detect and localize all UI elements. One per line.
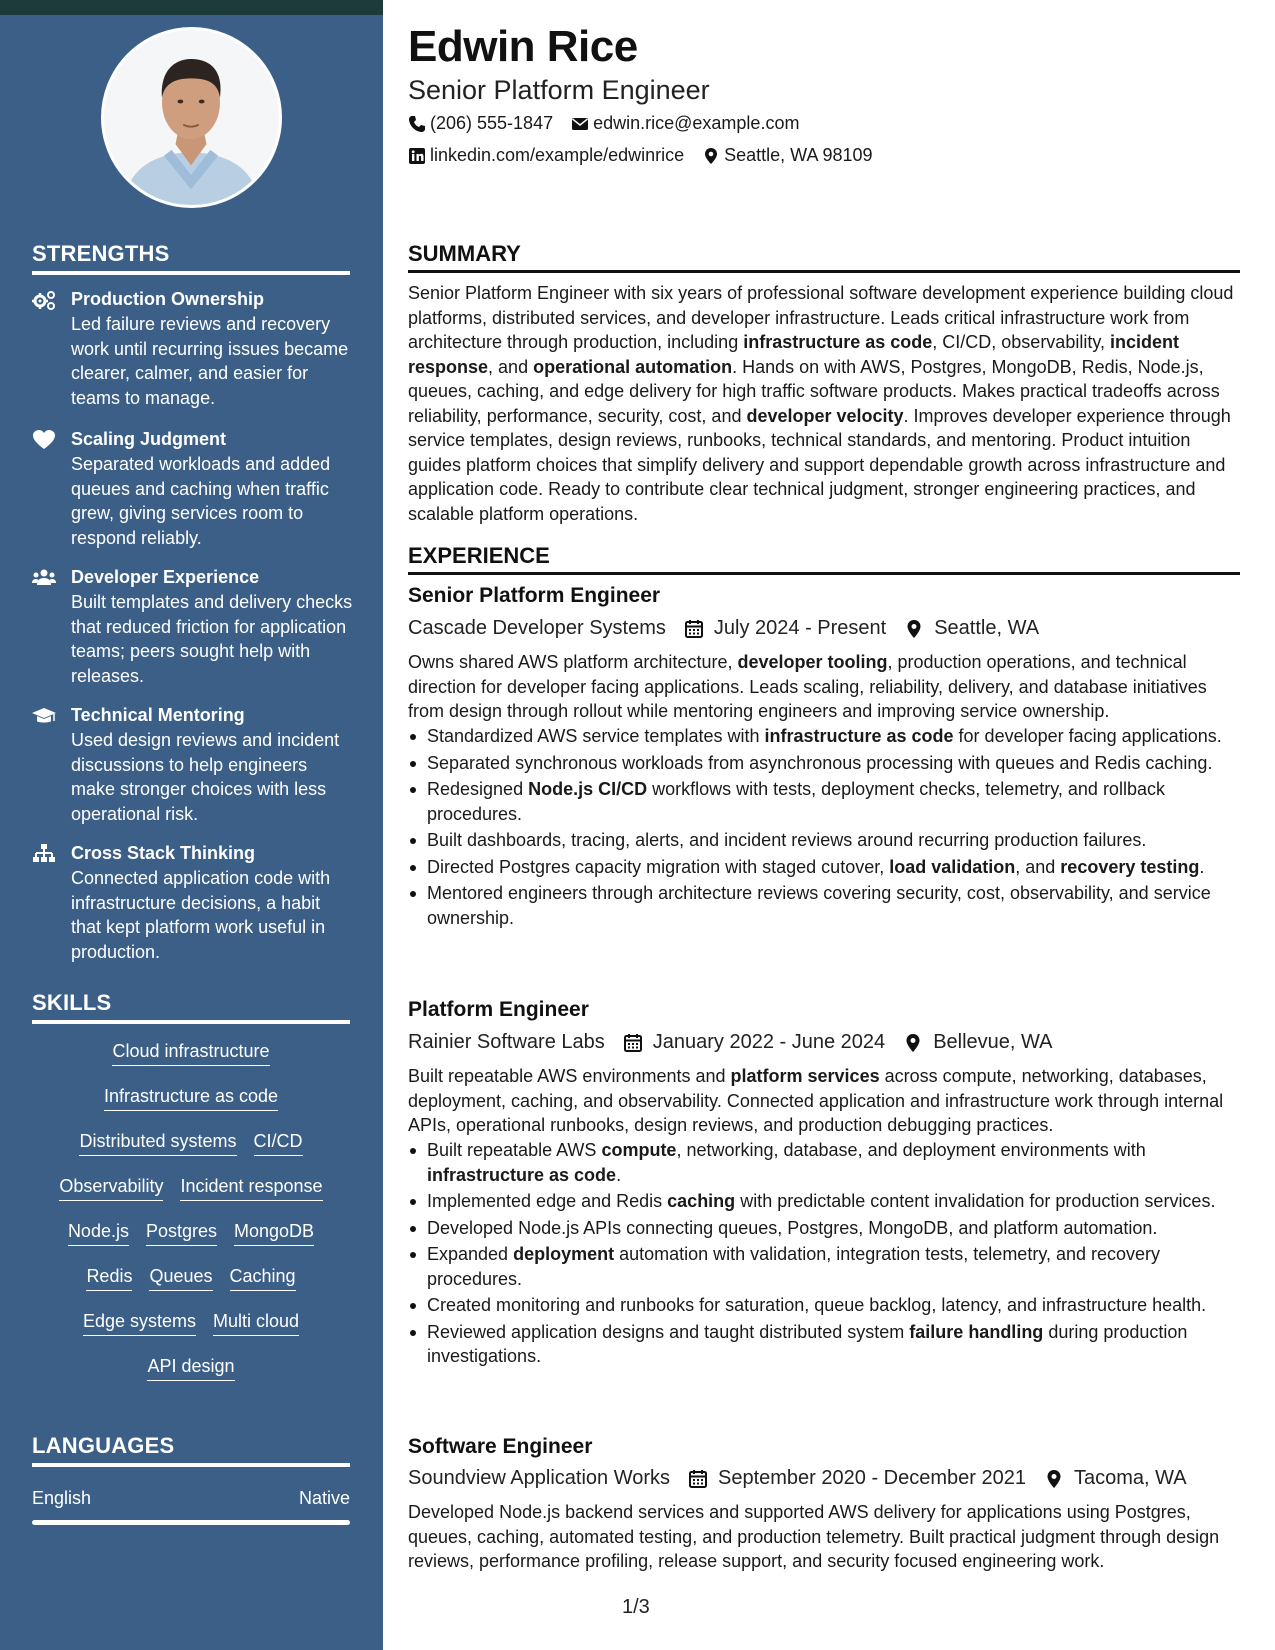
location-text: Seattle, WA 98109 [724, 145, 873, 165]
location-pin-icon [904, 619, 924, 639]
contact-row [408, 113, 799, 134]
language-level: Native [298, 1488, 350, 1508]
bullet-item: Built repeatable AWS compute, networking, database, and deployment environments with infrastructure as code. [408, 1138, 1240, 1187]
skill-tag: Observability [59, 1175, 163, 1201]
skill-tag: API design [147, 1355, 234, 1381]
calendar-icon [623, 1033, 643, 1053]
linkedin-icon [408, 147, 426, 165]
strength-title: Production Ownership [71, 289, 265, 309]
job-description: Developed Node.js backend services and supported AWS delivery for applications using Postgres, queues, caching, automated testing, and production telemetry. Built practical judgment through design reviews, performance profiling, release support, and security focused engineering work. [408, 1502, 1220, 1571]
heart-icon [32, 429, 56, 451]
skill-tag: CI/CD [254, 1130, 303, 1156]
job-dates: September 2020 - December 2021 [718, 1467, 1026, 1489]
bullet-item: Implemented edge and Redis caching with predictable content invalidation for production services. [408, 1189, 1240, 1214]
profile-photo [101, 27, 282, 208]
skill-tag: Queues [149, 1265, 212, 1291]
strength-title: Scaling Judgment [71, 429, 227, 449]
job-title: Platform Engineer [408, 998, 589, 1021]
skill-tag: MongoDB [234, 1220, 314, 1246]
job-bullets [408, 1138, 1240, 1371]
job-location: Seattle, WA [934, 617, 1040, 639]
skill-row [32, 1220, 350, 1246]
skill-tag: Multi cloud [213, 1310, 299, 1336]
bullet-item: Created monitoring and runbooks for saturation, queue backlog, latency, and infrastructure health. [408, 1293, 1240, 1318]
phone-icon [408, 115, 426, 133]
experience-heading: EXPERIENCE [408, 543, 1240, 575]
strengths-section [32, 241, 350, 275]
skill-tag: Cloud infrastructure [112, 1040, 269, 1066]
location-pin-icon [1044, 1469, 1064, 1489]
language-proficiency-bar [32, 1520, 350, 1525]
languages-heading: LANGUAGES [32, 1433, 350, 1467]
skill-tag: Caching [230, 1265, 296, 1291]
skill-tag: Distributed systems [79, 1130, 236, 1156]
strength-description: Built templates and delivery checks that reduced friction for application teams; peers sought help with releases. [71, 592, 353, 686]
strengths-heading: STRENGTHS [32, 241, 350, 275]
job-company: Soundview Application Works [408, 1467, 670, 1489]
sidebar-top-bar [0, 0, 383, 15]
sidebar [0, 0, 383, 1650]
job-dates: January 2022 - June 2024 [652, 1031, 886, 1053]
bullet-item: Built dashboards, tracing, alerts, and incident reviews around recurring production failures. [408, 828, 1240, 853]
skill-tag: Incident response [180, 1175, 322, 1201]
candidate-role: Senior Platform Engineer [408, 75, 710, 105]
envelope-icon [571, 115, 589, 133]
bullet-item: Redesigned Node.js CI/CD workflows with tests, deployment checks, telemetry, and rollback procedures. [408, 777, 1240, 826]
bullet-item: Expanded deployment automation with validation, integration tests, telemetry, and recovery procedures. [408, 1242, 1240, 1291]
job-location: Bellevue, WA [933, 1031, 1053, 1053]
skill-tag: Infrastructure as code [104, 1085, 278, 1111]
skills-list [32, 1040, 350, 1380]
page-number: 1/3 [622, 1596, 650, 1618]
job-meta [408, 1031, 1053, 1054]
skill-tag: Postgres [146, 1220, 217, 1246]
strength-description: Separated workloads and added queues and caching when traffic grew, giving services room to respond reliably. [71, 454, 331, 548]
graduation-cap-icon [32, 705, 56, 727]
email-link[interactable]: edwin.rice@example.com [593, 113, 800, 133]
job-meta [408, 1467, 1187, 1490]
users-icon [32, 567, 56, 589]
calendar-icon [684, 619, 704, 639]
bullet-item: Mentored engineers through architecture reviews covering security, cost, observability, and service ownership. [408, 881, 1240, 930]
skill-tag: Redis [86, 1265, 132, 1291]
location-pin-icon [702, 147, 720, 165]
bullet-item: Reviewed application designs and taught distributed system failure handling during production investigations. [408, 1320, 1240, 1369]
phone-text: (206) 555-1847 [430, 113, 554, 133]
contact-row [408, 145, 873, 166]
bullet-item: Separated synchronous workloads from asynchronous processing with queues and Redis caching. [408, 751, 1240, 776]
bullet-item: Standardized AWS service templates with infrastructure as code for developer facing applications. [408, 724, 1240, 749]
bullet-item: Developed Node.js APIs connecting queues, Postgres, MongoDB, and platform automation. [408, 1216, 1240, 1241]
strength-description: Connected application code with infrastructure decisions, a habit that kept platform work useful in production. [71, 868, 331, 962]
skill-tag: Edge systems [83, 1310, 196, 1336]
job-dates: July 2024 - Present [713, 617, 887, 639]
job-description: Built repeatable AWS environments and platform services across compute, networking, databases, deployment, caching, and observability. Connected application and infrastructure work through internal APIs, operational runbooks, design reviews, and production debugging practices. [408, 1066, 1224, 1135]
skill-tag: Node.js [68, 1220, 129, 1246]
skill-row [32, 1130, 350, 1156]
skill-row [32, 1175, 350, 1201]
job-title: Software Engineer [408, 1435, 593, 1458]
skill-row [32, 1265, 350, 1291]
job-location: Tacoma, WA [1073, 1467, 1187, 1489]
languages-list [32, 1488, 350, 1548]
sitemap-icon [32, 843, 56, 865]
strength-title: Technical Mentoring [71, 705, 245, 725]
skill-row [32, 1310, 350, 1336]
gears-icon [32, 289, 56, 311]
job-bullets [408, 724, 1240, 932]
job-meta [408, 617, 1039, 640]
skill-row [32, 1355, 350, 1381]
calendar-icon [688, 1469, 708, 1489]
job-company: Rainier Software Labs [408, 1031, 605, 1053]
linkedin-link[interactable]: linkedin.com/example/edwinrice [430, 145, 685, 165]
job-title: Senior Platform Engineer [408, 584, 661, 607]
skills-section [32, 990, 350, 1024]
strength-description: Used design reviews and incident discussions to help engineers make stronger choices with less operational risk. [71, 730, 340, 824]
candidate-name: Edwin Rice [408, 22, 638, 71]
strengths-list [32, 288, 353, 968]
summary-heading: SUMMARY [408, 241, 1240, 273]
language-item [32, 1488, 350, 1509]
job-company: Cascade Developer Systems [408, 617, 666, 639]
language-name: English [32, 1488, 92, 1508]
summary-text: Senior Platform Engineer with six years of professional software development experience building cloud platforms, distributed services, and developer infrastructure. Leads critical infrastructure work from architecture through production, including infrastructure as code, CI/CD, observability, incident response, and operational automation. Hands on with AWS, Postgres, MongoDB, Redis, Node.js, queues, caching, and edge delivery for high traffic software products. Makes practical tradeoffs across reliability, performance, security, cost, and developer velocity. Improves developer experience through service templates, design reviews, runbooks, technical standards, and mentoring. Product intuition guides platform choices that simplify delivery and support dependable growth across infrastructure and application code. Ready to contribute clear technical judgment, stronger engineering practices, and scalable platform operations. [408, 283, 1234, 524]
skill-row [32, 1085, 350, 1111]
skill-row [32, 1040, 350, 1066]
languages-section [32, 1433, 350, 1467]
strength-description: Led failure reviews and recovery work until recurring issues became clearer, calmer, and easier for teams to manage. [71, 314, 349, 408]
skills-heading: SKILLS [32, 990, 350, 1024]
strength-title: Cross Stack Thinking [71, 843, 256, 863]
strength-title: Developer Experience [71, 567, 260, 587]
job-description: Owns shared AWS platform architecture, developer tooling, production operations, and technical direction for developer facing applications. Leads scaling, reliability, delivery, and database initiatives from design through rollout while mentoring engineers and improving service ownership. [408, 652, 1207, 721]
bullet-item: Directed Postgres capacity migration with staged cutover, load validation, and recovery testing. [408, 855, 1240, 880]
location-pin-icon [903, 1033, 923, 1053]
